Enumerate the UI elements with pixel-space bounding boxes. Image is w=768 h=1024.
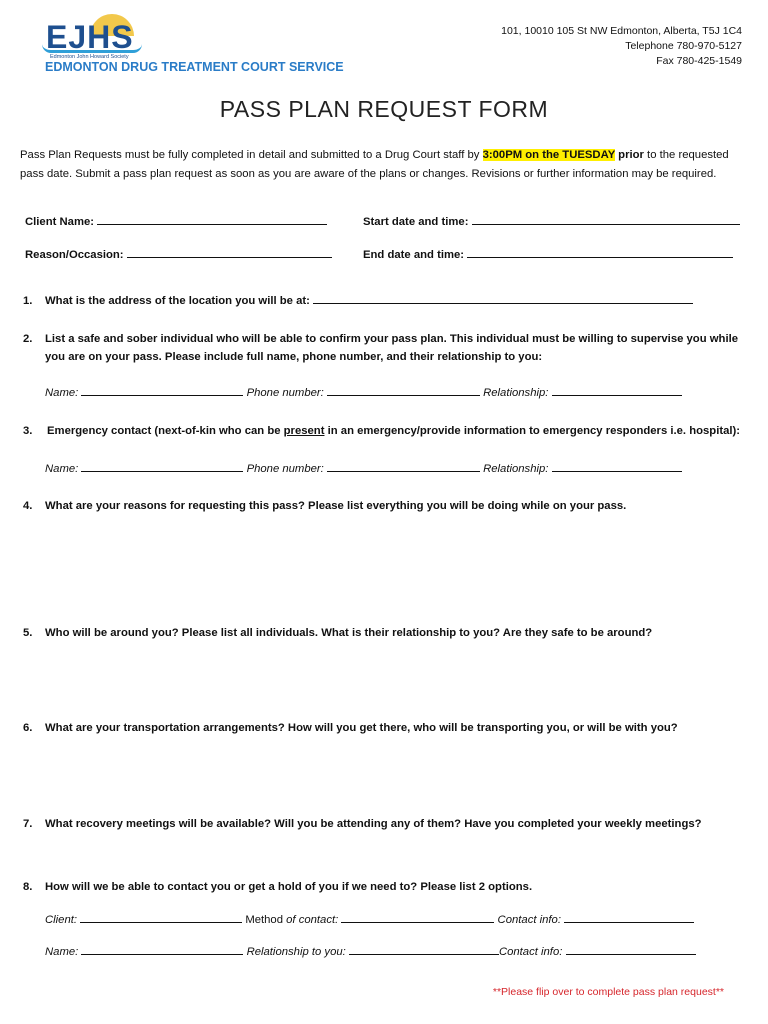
emergency-name-line[interactable]: [81, 460, 243, 472]
client-name-field[interactable]: [25, 213, 327, 228]
question-5: [23, 624, 743, 642]
contact-option-2: [45, 943, 696, 958]
name-label: Name:: [45, 463, 79, 475]
name-label: Name:: [45, 946, 79, 958]
address-line: 101, 10010 105 St NW Edmonton, Alberta, T5J 1C4: [501, 25, 742, 37]
question-2: [23, 330, 743, 366]
question-text: What is the address of the location you will be at:: [45, 295, 310, 307]
relationship-to-you-label: Relationship to you:: [246, 946, 346, 958]
question-8: [23, 878, 743, 896]
ejhs-logo: [38, 14, 168, 66]
relationship-label: Relationship:: [483, 387, 549, 399]
question-text: What are your transportation arrangements? How will you get there, who will be transporting you, or will be with you?: [45, 722, 678, 734]
fax-line: Fax 780-425-1549: [656, 55, 742, 67]
supervisor-fields: [45, 384, 682, 399]
relationship-label: Relationship:: [483, 463, 549, 475]
logo-text: EJHS: [46, 19, 134, 55]
client-line[interactable]: [80, 911, 242, 923]
question-text: How will we be able to contact you or get a hold of you if we need to? Please list 2 options.: [45, 881, 533, 893]
intro-bold: prior: [615, 149, 644, 161]
question-text: Who will be around you? Please list all individuals. What is their relationship to you? Are they safe to be around?: [45, 627, 653, 639]
client-name-label: Client Name:: [25, 216, 95, 228]
question-number: 7.: [23, 818, 33, 830]
supervisor-phone-line[interactable]: [327, 384, 480, 396]
contact-block: [501, 24, 742, 69]
intro-text-1: Pass Plan Requests must be fully completed in detail and submitted to a Drug Court staff by: [20, 149, 483, 161]
start-date-field[interactable]: [363, 213, 740, 228]
question-number: 3.: [23, 425, 33, 437]
page-title: PASS PLAN REQUEST FORM: [219, 96, 549, 122]
answer-area-7[interactable]: [45, 838, 745, 874]
end-date-field[interactable]: [363, 246, 733, 261]
question-number: 6.: [23, 722, 33, 734]
question-text: List a safe and sober individual who will be able to confirm your pass plan. This individual must be willing to supervise you while: [45, 333, 738, 345]
question-3: [23, 422, 753, 440]
flip-over-note: **Please flip over to complete pass plan request**: [492, 986, 724, 998]
start-date-label: Start date and time:: [363, 216, 469, 228]
answer-area-4[interactable]: [45, 520, 745, 620]
reason-label: Reason/Occasion:: [25, 249, 124, 261]
question-4: [23, 497, 743, 515]
phone-label: Phone number:: [246, 387, 324, 399]
question-text: What are your reasons for requesting this pass? Please list everything you will be doing while on your pass.: [45, 500, 627, 512]
emergency-relationship-line[interactable]: [552, 460, 682, 472]
question-text: What recovery meetings will be available? Will you be attending any of them? Have you completed your weekly meetings?: [45, 818, 702, 830]
question-1: [23, 292, 743, 310]
intro-paragraph: [20, 146, 750, 184]
question-number: 4.: [23, 500, 33, 512]
contact-info-line-2[interactable]: [566, 943, 696, 955]
answer-area-6[interactable]: [45, 742, 745, 812]
question-number: 1.: [23, 295, 33, 307]
address-line-input[interactable]: [313, 292, 693, 304]
logo-swoosh: [42, 44, 142, 53]
start-date-line[interactable]: [472, 213, 740, 225]
logo-subtitle: Edmonton John Howard Society: [50, 54, 129, 60]
deadline-highlight: 3:00PM on the TUESDAY: [482, 149, 616, 161]
org-name: EDMONTON DRUG TREATMENT COURT SERVICE: [45, 60, 344, 74]
end-date-line[interactable]: [467, 246, 733, 258]
emergency-fields: [45, 460, 682, 475]
client-name-line[interactable]: [97, 213, 327, 225]
question-text-end: in an emergency/provide information to emergency responders i.e. hospital):: [324, 425, 741, 437]
present-underlined: present: [283, 425, 325, 437]
intro-text-2: to the requested pass date. Submit a pass plan request as soon as you are aware of the plans or changes. Revisions or further information may be required.: [20, 149, 729, 180]
client-label: Client:: [45, 914, 78, 926]
contact-info-label: Contact info:: [497, 914, 561, 926]
question-6: [23, 719, 743, 737]
question-number: 5.: [23, 627, 33, 639]
phone-label: Phone number:: [246, 463, 324, 475]
emergency-phone-line[interactable]: [327, 460, 480, 472]
name-label: Name:: [45, 387, 79, 399]
method-of-contact-line[interactable]: [341, 911, 494, 923]
answer-area-5[interactable]: [45, 646, 745, 716]
question-number: 2.: [23, 333, 33, 345]
contact-name-line[interactable]: [81, 943, 243, 955]
contact-info-line-1[interactable]: [564, 911, 694, 923]
supervisor-name-line[interactable]: [81, 384, 243, 396]
question-7: [23, 815, 743, 833]
end-date-label: End date and time:: [363, 249, 465, 261]
reason-line[interactable]: [127, 246, 332, 258]
contact-option-1: Client: Method of contact: Contact info:: [45, 911, 694, 926]
relationship-to-you-line[interactable]: [349, 943, 499, 955]
question-text: Emergency contact (next-of-kin who can be: [47, 425, 284, 437]
question-number: 8.: [23, 881, 33, 893]
contact-info-label: Contact info:: [498, 946, 563, 958]
supervisor-relationship-line[interactable]: [552, 384, 682, 396]
reason-field[interactable]: [25, 246, 332, 261]
telephone-line: Telephone 780-970-5127: [625, 40, 742, 52]
question-text-2: you are on your pass. Please include full name, phone number, and their relationship to you:: [45, 351, 543, 363]
